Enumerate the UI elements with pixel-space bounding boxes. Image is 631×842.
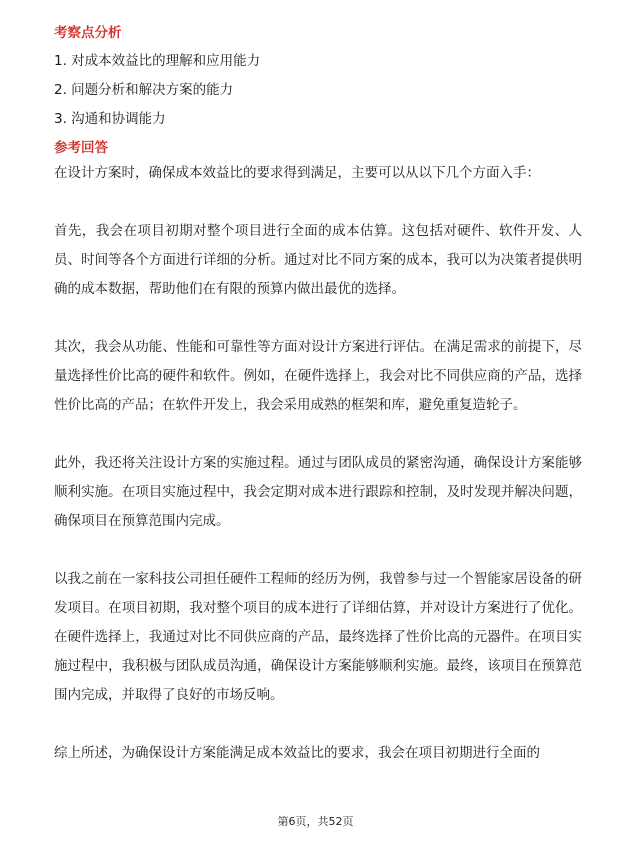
answer-paragraph-summary: 综上所述，为确保设计方案能满足成本效益比的要求，我会在项目初期进行全面的 bbox=[54, 745, 540, 761]
page-number-footer: 第6页，共52页 bbox=[277, 815, 354, 828]
section-title-analysis: 考察点分析 bbox=[54, 25, 122, 41]
answer-paragraph-first: 首先，我会在项目初期对整个项目进行全面的成本估算。这包括对硬件、软件开发、人员、时间等各个方面进行详细的分析。通过对比不同方案的成本，我可以为决策者提供明确的成本数据，帮助他们在有限的预算内做出最优的选择。 bbox=[54, 223, 582, 297]
paragraph-spacer bbox=[54, 304, 582, 333]
answer-paragraph-second: 其次，我会从功能、性能和可靠性等方面对设计方案进行评估。在满足需求的前提下，尽量选择性价比高的硬件和软件。例如，在硬件选择上，我会对比不同供应商的产品，选择性价比高的产品；在软件开发上，我会采用成熟的框架和库，避免重复造轮子。 bbox=[54, 339, 582, 413]
list-item: 1. 对成本效益比的理解和应用能力 bbox=[54, 53, 261, 69]
list-item: 3. 沟通和协调能力 bbox=[54, 111, 166, 127]
section-title-answer: 参考回答 bbox=[54, 140, 108, 156]
answer-intro-paragraph: 在设计方案时，确保成本效益比的要求得到满足，主要可以从以下几个方面入手： bbox=[54, 165, 540, 181]
paragraph-spacer bbox=[54, 420, 582, 449]
paragraph-spacer bbox=[54, 710, 582, 739]
answer-paragraph-third: 此外，我还将关注设计方案的实施过程。通过与团队成员的紧密沟通，确保设计方案能够顺利实施。在项目实施过程中，我会定期对成本进行跟踪和控制，及时发现并解决问题，确保项目在预算范围内完成。 bbox=[54, 455, 582, 529]
paragraph-spacer bbox=[54, 536, 582, 565]
page-content bbox=[54, 22, 582, 768]
analysis-list bbox=[54, 47, 582, 134]
list-item: 2. 问题分析和解决方案的能力 bbox=[54, 82, 234, 98]
answer-paragraph-example: 以我之前在一家科技公司担任硬件工程师的经历为例，我曾参与过一个智能家居设备的研发项目。在项目初期，我对整个项目的成本进行了详细估算，并对设计方案进行了优化。在硬件选择上，我通过对比不同供应商的产品，最终选择了性价比高的元器件。在项目实施过程中，我积极与团队成员沟通，确保设计方案能够顺利实施。最终，该项目在预算范围内完成，并取得了良好的市场反响。 bbox=[54, 571, 582, 703]
